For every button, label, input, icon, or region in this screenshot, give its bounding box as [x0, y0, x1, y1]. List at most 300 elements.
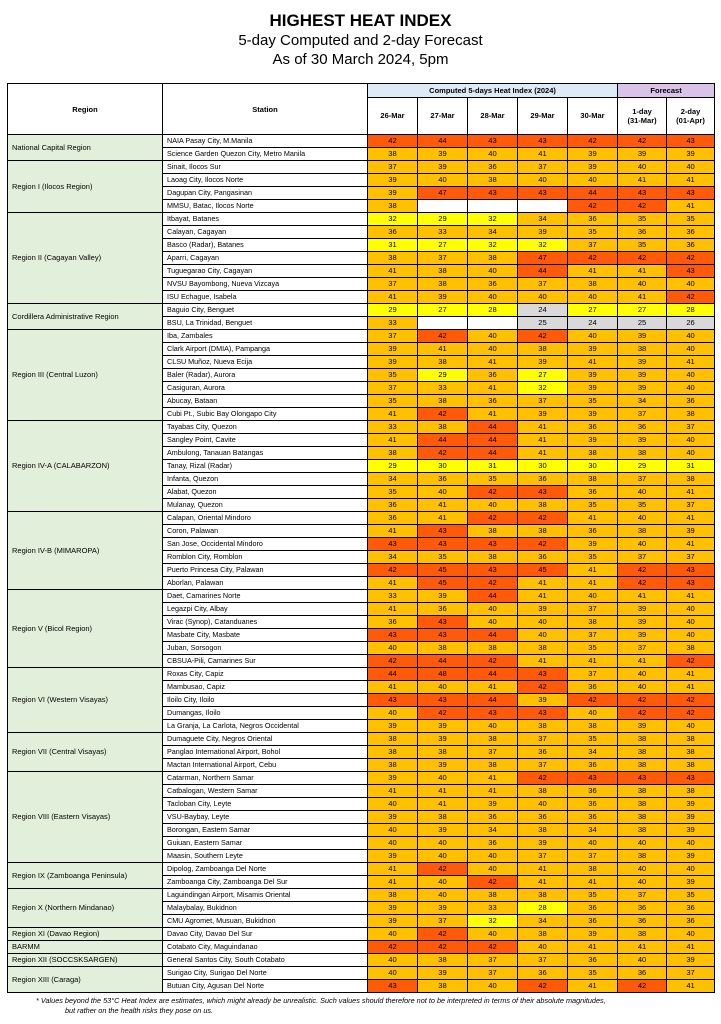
- forecast-heat-index-cell: 36: [667, 915, 715, 928]
- computed-heat-index-cell: 36: [518, 473, 568, 486]
- computed-heat-index-cell: 40: [468, 863, 518, 876]
- station-name: Roxas City, Capiz: [163, 668, 368, 681]
- station-name: Basco (Radar), Batanes: [163, 239, 368, 252]
- computed-heat-index-cell: 44: [418, 655, 468, 668]
- station-name: Tayabas City, Quezon: [163, 421, 368, 434]
- computed-heat-index-cell: 36: [468, 395, 518, 408]
- station-name: Itbayat, Batanes: [163, 213, 368, 226]
- computed-heat-index-cell: 37: [518, 161, 568, 174]
- computed-heat-index-cell: 38: [418, 278, 468, 291]
- forecast-heat-index-cell: 37: [618, 408, 667, 421]
- computed-heat-index-cell: 39: [518, 694, 568, 707]
- computed-heat-index-cell: 40: [568, 590, 618, 603]
- forecast-heat-index-cell: 36: [618, 902, 667, 915]
- computed-heat-index-cell: 43: [468, 187, 518, 200]
- station-name: Masbate City, Masbate: [163, 629, 368, 642]
- computed-heat-index-cell: 38: [518, 720, 568, 733]
- computed-heat-index-cell: 39: [518, 356, 568, 369]
- forecast-heat-index-cell: 29: [618, 460, 667, 473]
- computed-heat-index-cell: 34: [468, 824, 518, 837]
- computed-heat-index-cell: 41: [518, 577, 568, 590]
- computed-heat-index-cell: 42: [368, 941, 418, 954]
- computed-heat-index-cell: 35: [568, 499, 618, 512]
- forecast-heat-index-cell: 39: [618, 629, 667, 642]
- station-name: Sangley Point, Cavite: [163, 434, 368, 447]
- forecast-heat-index-cell: 43: [618, 187, 667, 200]
- computed-heat-index-cell: 48: [418, 668, 468, 681]
- computed-heat-index-cell: 41: [418, 343, 468, 356]
- computed-heat-index-cell: 41: [368, 265, 418, 278]
- computed-heat-index-cell: 38: [568, 616, 618, 629]
- computed-heat-index-cell: 39: [418, 720, 468, 733]
- computed-heat-index-cell: 42: [368, 655, 418, 668]
- region-name: Region XIII (Caraga): [8, 967, 163, 993]
- computed-heat-index-cell: 36: [368, 616, 418, 629]
- computed-heat-index-cell: 39: [368, 187, 418, 200]
- computed-heat-index-cell: 37: [568, 239, 618, 252]
- computed-heat-index-cell: 29: [368, 304, 418, 317]
- column-header-station: Station: [163, 84, 368, 135]
- computed-heat-index-cell: 42: [568, 252, 618, 265]
- computed-heat-index-cell: 36: [418, 603, 468, 616]
- station-name: Alabat, Quezon: [163, 486, 368, 499]
- forecast-heat-index-cell: 31: [667, 460, 715, 473]
- computed-heat-index-cell: 40: [568, 174, 618, 187]
- forecast-heat-index-cell: 37: [618, 889, 667, 902]
- forecast-heat-index-cell: 43: [667, 187, 715, 200]
- station-name: Dipolog, Zamboanga Del Norte: [163, 863, 368, 876]
- computed-heat-index-cell: 42: [518, 980, 568, 993]
- computed-heat-index-cell: 39: [568, 538, 618, 551]
- computed-heat-index-cell: 41: [568, 577, 618, 590]
- forecast-heat-index-cell: 35: [667, 213, 715, 226]
- forecast-heat-index-cell: 39: [667, 876, 715, 889]
- computed-heat-index-cell: 41: [368, 876, 418, 889]
- forecast-heat-index-cell: 39: [667, 850, 715, 863]
- forecast-heat-index-cell: 25: [618, 317, 667, 330]
- computed-heat-index-cell: 36: [568, 681, 618, 694]
- forecast-heat-index-cell: 37: [667, 499, 715, 512]
- computed-heat-index-cell: 33: [468, 902, 518, 915]
- computed-heat-index-cell: 44: [568, 187, 618, 200]
- table-row: [8, 304, 715, 317]
- column-header-date: 27-Mar: [418, 97, 468, 134]
- station-name: Puerto Princesa City, Palawan: [163, 564, 368, 577]
- computed-heat-index-cell: 33: [418, 226, 468, 239]
- forecast-heat-index-cell: 40: [667, 278, 715, 291]
- computed-heat-index-cell: 38: [468, 759, 518, 772]
- forecast-heat-index-cell: 40: [618, 161, 667, 174]
- forecast-heat-index-cell: 39: [618, 369, 667, 382]
- region-name: Region VI (Western Visayas): [8, 668, 163, 733]
- computed-heat-index-cell: 42: [418, 863, 468, 876]
- forecast-heat-index-cell: 40: [667, 837, 715, 850]
- forecast-heat-index-cell: 38: [618, 785, 667, 798]
- station-name: Aparri, Cagayan: [163, 252, 368, 265]
- forecast-heat-index-cell: 42: [618, 564, 667, 577]
- computed-heat-index-cell: 38: [468, 252, 518, 265]
- page-subtitle: 5-day Computed and 2-day Forecast: [238, 32, 483, 49]
- computed-heat-index-cell: 41: [468, 681, 518, 694]
- computed-heat-index-cell: 28: [518, 902, 568, 915]
- computed-heat-index-cell: 41: [368, 603, 418, 616]
- table-row: [8, 941, 715, 954]
- computed-heat-index-cell: 36: [468, 811, 518, 824]
- computed-heat-index-cell: 41: [518, 863, 568, 876]
- computed-heat-index-cell: 41: [568, 564, 618, 577]
- computed-heat-index-cell: 33: [368, 421, 418, 434]
- computed-heat-index-cell: 29: [418, 369, 468, 382]
- computed-heat-index-cell: 42: [468, 941, 518, 954]
- computed-heat-index-cell: 39: [368, 772, 418, 785]
- region-name: Region VIII (Eastern Visayas): [8, 772, 163, 863]
- computed-heat-index-cell: 44: [468, 694, 518, 707]
- computed-heat-index-cell: 36: [468, 278, 518, 291]
- computed-heat-index-cell: 41: [418, 499, 468, 512]
- computed-heat-index-cell: 36: [568, 954, 618, 967]
- computed-heat-index-cell: 41: [418, 512, 468, 525]
- forecast-heat-index-cell: 42: [618, 694, 667, 707]
- computed-heat-index-cell: 35: [368, 486, 418, 499]
- table-row: [8, 213, 715, 226]
- computed-heat-index-cell: 42: [468, 876, 518, 889]
- station-name: Dumangas, Iloilo: [163, 707, 368, 720]
- station-name: Maasin, Southern Leyte: [163, 850, 368, 863]
- computed-heat-index-cell: [518, 200, 568, 213]
- computed-heat-index-cell: [468, 317, 518, 330]
- forecast-heat-index-cell: 40: [667, 616, 715, 629]
- forecast-label: 1-day: [632, 106, 652, 116]
- computed-heat-index-cell: [468, 200, 518, 213]
- computed-heat-index-cell: 34: [568, 824, 618, 837]
- computed-heat-index-cell: 39: [418, 291, 468, 304]
- computed-heat-index-cell: 43: [518, 707, 568, 720]
- computed-heat-index-cell: 43: [468, 707, 518, 720]
- computed-heat-index-cell: 24: [568, 317, 618, 330]
- computed-heat-index-cell: 43: [468, 135, 518, 148]
- forecast-heat-index-cell: 38: [618, 811, 667, 824]
- forecast-heat-index-cell: 40: [618, 278, 667, 291]
- computed-heat-index-cell: 41: [518, 590, 568, 603]
- computed-heat-index-cell: 38: [468, 551, 518, 564]
- station-name: Virac (Synop), Catanduanes: [163, 616, 368, 629]
- forecast-heat-index-cell: 38: [667, 473, 715, 486]
- computed-heat-index-cell: 30: [568, 460, 618, 473]
- station-name: Romblon City, Romblon: [163, 551, 368, 564]
- computed-heat-index-cell: 40: [418, 174, 468, 187]
- forecast-heat-index-cell: 38: [667, 642, 715, 655]
- forecast-heat-index-cell: 41: [618, 941, 667, 954]
- column-header-date: 30-Mar: [568, 97, 618, 134]
- station-name: Daet, Camarines Norte: [163, 590, 368, 603]
- computed-heat-index-cell: 41: [418, 798, 468, 811]
- computed-heat-index-cell: 44: [418, 434, 468, 447]
- computed-heat-index-cell: 40: [518, 941, 568, 954]
- station-name: Legazpi City, Albay: [163, 603, 368, 616]
- station-name: General Santos City, South Cotabato: [163, 954, 368, 967]
- computed-heat-index-cell: 38: [468, 642, 518, 655]
- computed-heat-index-cell: 39: [568, 161, 618, 174]
- forecast-heat-index-cell: 38: [667, 408, 715, 421]
- computed-heat-index-cell: 32: [368, 213, 418, 226]
- computed-heat-index-cell: 43: [518, 668, 568, 681]
- station-name: Coron, Palawan: [163, 525, 368, 538]
- forecast-heat-index-cell: 38: [667, 733, 715, 746]
- computed-heat-index-cell: 35: [568, 967, 618, 980]
- computed-heat-index-cell: 41: [568, 980, 618, 993]
- forecast-date: (01-Apr): [676, 115, 705, 125]
- computed-heat-index-cell: 44: [468, 590, 518, 603]
- computed-heat-index-cell: 40: [468, 291, 518, 304]
- computed-heat-index-cell: 40: [468, 499, 518, 512]
- forecast-heat-index-cell: 38: [618, 759, 667, 772]
- forecast-heat-index-cell: 41: [618, 265, 667, 278]
- station-name: VSU-Baybay, Leyte: [163, 811, 368, 824]
- computed-heat-index-cell: 38: [418, 356, 468, 369]
- station-name: NVSU Bayombong, Nueva Vizcaya: [163, 278, 368, 291]
- forecast-heat-index-cell: 41: [618, 291, 667, 304]
- computed-heat-index-cell: 43: [418, 616, 468, 629]
- computed-heat-index-cell: 41: [468, 356, 518, 369]
- computed-heat-index-cell: 38: [518, 928, 568, 941]
- station-name: Laoag City, Ilocos Norte: [163, 174, 368, 187]
- computed-heat-index-cell: 35: [568, 642, 618, 655]
- forecast-heat-index-cell: 39: [618, 603, 667, 616]
- forecast-heat-index-cell: 36: [667, 226, 715, 239]
- computed-heat-index-cell: 38: [568, 863, 618, 876]
- region-name: BARMM: [8, 941, 163, 954]
- computed-heat-index-cell: 39: [418, 967, 468, 980]
- computed-heat-index-cell: 38: [368, 889, 418, 902]
- footnote-line: * Values beyond the 53°C Heat Index are estimates, which might already be unrealistic. Such values should therefore not to be interpreted in terms of their absolute magnitudes,: [36, 996, 606, 1005]
- computed-heat-index-cell: 42: [468, 577, 518, 590]
- computed-heat-index-cell: 38: [368, 746, 418, 759]
- forecast-heat-index-cell: 41: [667, 512, 715, 525]
- station-name: Butuan City, Agusan Del Norte: [163, 980, 368, 993]
- forecast-heat-index-cell: 40: [618, 668, 667, 681]
- computed-heat-index-cell: 39: [368, 850, 418, 863]
- computed-heat-index-cell: 27: [418, 239, 468, 252]
- column-header-date: 26-Mar: [368, 97, 418, 134]
- computed-heat-index-cell: 38: [368, 148, 418, 161]
- station-name: Calapan, Oriental Mindoro: [163, 512, 368, 525]
- computed-heat-index-cell: 39: [518, 603, 568, 616]
- forecast-heat-index-cell: 40: [667, 369, 715, 382]
- computed-heat-index-cell: 39: [368, 343, 418, 356]
- forecast-heat-index-cell: 37: [618, 473, 667, 486]
- forecast-heat-index-cell: 42: [618, 200, 667, 213]
- forecast-heat-index-cell: 40: [618, 512, 667, 525]
- forecast-heat-index-cell: 40: [618, 486, 667, 499]
- computed-heat-index-cell: 43: [368, 694, 418, 707]
- forecast-heat-index-cell: 38: [618, 447, 667, 460]
- computed-heat-index-cell: 33: [368, 317, 418, 330]
- computed-heat-index-cell: 34: [518, 213, 568, 226]
- computed-heat-index-cell: 39: [518, 408, 568, 421]
- computed-heat-index-cell: 39: [568, 148, 618, 161]
- forecast-heat-index-cell: 39: [667, 954, 715, 967]
- region-name: Region IV-A (CALABARZON): [8, 421, 163, 512]
- computed-heat-index-cell: 43: [468, 564, 518, 577]
- computed-heat-index-cell: 38: [418, 395, 468, 408]
- forecast-heat-index-cell: 38: [618, 824, 667, 837]
- computed-heat-index-cell: 41: [568, 265, 618, 278]
- computed-heat-index-cell: 43: [518, 486, 568, 499]
- computed-heat-index-cell: 40: [468, 265, 518, 278]
- forecast-heat-index-cell: 26: [667, 317, 715, 330]
- computed-heat-index-cell: 37: [368, 161, 418, 174]
- station-name: Guiuan, Eastern Samar: [163, 837, 368, 850]
- computed-heat-index-cell: 38: [568, 278, 618, 291]
- computed-heat-index-cell: 43: [468, 538, 518, 551]
- computed-heat-index-cell: 39: [568, 369, 618, 382]
- computed-heat-index-cell: 44: [468, 421, 518, 434]
- computed-heat-index-cell: 44: [468, 434, 518, 447]
- computed-heat-index-cell: 39: [418, 148, 468, 161]
- forecast-heat-index-cell: 43: [667, 577, 715, 590]
- computed-heat-index-cell: 43: [418, 694, 468, 707]
- station-name: Ambulong, Tanauan Batangas: [163, 447, 368, 460]
- computed-heat-index-cell: 44: [468, 447, 518, 460]
- table-row: [8, 512, 715, 525]
- computed-heat-index-cell: 38: [568, 473, 618, 486]
- station-name: Baguio City, Benguet: [163, 304, 368, 317]
- column-header-date: 28-Mar: [468, 97, 518, 134]
- forecast-heat-index-cell: 39: [618, 382, 667, 395]
- computed-heat-index-cell: 38: [418, 954, 468, 967]
- computed-heat-index-cell: 37: [468, 954, 518, 967]
- computed-heat-index-cell: 39: [518, 837, 568, 850]
- computed-heat-index-cell: 42: [418, 408, 468, 421]
- station-name: Dumaguete City, Negros Oriental: [163, 733, 368, 746]
- station-name: Tuguegarao City, Cagayan: [163, 265, 368, 278]
- computed-heat-index-cell: 32: [468, 915, 518, 928]
- computed-heat-index-cell: 37: [518, 759, 568, 772]
- computed-heat-index-cell: 36: [568, 785, 618, 798]
- forecast-heat-index-cell: 42: [618, 707, 667, 720]
- computed-heat-index-cell: 39: [518, 226, 568, 239]
- computed-heat-index-cell: 41: [418, 785, 468, 798]
- computed-heat-index-cell: 35: [568, 551, 618, 564]
- computed-heat-index-cell: 39: [368, 915, 418, 928]
- computed-heat-index-cell: 42: [468, 486, 518, 499]
- region-name: Region VII (Central Visayas): [8, 733, 163, 772]
- forecast-heat-index-cell: 43: [667, 135, 715, 148]
- computed-heat-index-cell: 41: [368, 863, 418, 876]
- computed-heat-index-cell: 38: [518, 343, 568, 356]
- computed-heat-index-cell: 39: [418, 759, 468, 772]
- computed-heat-index-cell: 42: [418, 330, 468, 343]
- forecast-label: 2-day: [680, 106, 701, 116]
- computed-heat-index-cell: 37: [368, 382, 418, 395]
- computed-heat-index-cell: 38: [418, 642, 468, 655]
- forecast-heat-index-cell: 40: [667, 434, 715, 447]
- table-row: [8, 889, 715, 902]
- column-header-forecast-2day: [667, 97, 715, 134]
- computed-heat-index-cell: 44: [418, 135, 468, 148]
- forecast-heat-index-cell: 40: [618, 681, 667, 694]
- computed-heat-index-cell: 36: [518, 967, 568, 980]
- as-of-date: As of 30 March 2024, 5pm: [272, 51, 449, 68]
- computed-heat-index-cell: 36: [568, 213, 618, 226]
- station-name: San Jose, Occidental Mindoro: [163, 538, 368, 551]
- computed-heat-index-cell: 36: [368, 512, 418, 525]
- station-name: Juban, Sorsogon: [163, 642, 368, 655]
- computed-heat-index-cell: 36: [568, 798, 618, 811]
- computed-heat-index-cell: 42: [418, 928, 468, 941]
- computed-heat-index-cell: 37: [368, 330, 418, 343]
- computed-heat-index-cell: 34: [468, 226, 518, 239]
- computed-heat-index-cell: 41: [468, 382, 518, 395]
- forecast-heat-index-cell: 43: [667, 564, 715, 577]
- computed-heat-index-cell: 34: [368, 473, 418, 486]
- region-name: Region XI (Davao Region): [8, 928, 163, 941]
- region-name: Region I (Ilocos Region): [8, 161, 163, 213]
- computed-heat-index-cell: 36: [568, 486, 618, 499]
- station-name: Mactan International Airport, Cebu: [163, 759, 368, 772]
- forecast-heat-index-cell: 36: [618, 421, 667, 434]
- computed-heat-index-cell: 38: [568, 720, 618, 733]
- computed-heat-index-cell: 35: [468, 473, 518, 486]
- computed-heat-index-cell: 42: [418, 447, 468, 460]
- computed-heat-index-cell: 42: [568, 135, 618, 148]
- computed-heat-index-cell: 39: [368, 720, 418, 733]
- forecast-heat-index-cell: 40: [667, 447, 715, 460]
- computed-heat-index-cell: 42: [368, 135, 418, 148]
- computed-heat-index-cell: 44: [368, 668, 418, 681]
- computed-heat-index-cell: 39: [418, 824, 468, 837]
- region-name: Region II (Cagayan Valley): [8, 213, 163, 304]
- computed-heat-index-cell: 36: [568, 421, 618, 434]
- computed-heat-index-cell: 36: [468, 161, 518, 174]
- computed-heat-index-cell: 39: [368, 902, 418, 915]
- computed-heat-index-cell: 37: [418, 915, 468, 928]
- forecast-heat-index-cell: 42: [667, 252, 715, 265]
- computed-heat-index-cell: 41: [368, 525, 418, 538]
- computed-heat-index-cell: 25: [518, 317, 568, 330]
- computed-heat-index-cell: 40: [418, 486, 468, 499]
- station-name: Iloilo City, Iloilo: [163, 694, 368, 707]
- forecast-heat-index-cell: 40: [618, 538, 667, 551]
- computed-heat-index-cell: 43: [368, 980, 418, 993]
- forecast-heat-index-cell: 36: [618, 226, 667, 239]
- table-row: [8, 135, 715, 148]
- computed-heat-index-cell: 41: [568, 655, 618, 668]
- forecast-heat-index-cell: 39: [667, 525, 715, 538]
- computed-heat-index-cell: 44: [468, 629, 518, 642]
- computed-heat-index-cell: 31: [468, 460, 518, 473]
- station-name: Clark Airport (DMIA), Pampanga: [163, 343, 368, 356]
- computed-heat-index-cell: 45: [418, 577, 468, 590]
- computed-heat-index-cell: 40: [418, 772, 468, 785]
- computed-heat-index-cell: 40: [568, 291, 618, 304]
- computed-heat-index-cell: 43: [518, 135, 568, 148]
- computed-heat-index-cell: 27: [518, 369, 568, 382]
- forecast-heat-index-cell: 39: [667, 824, 715, 837]
- computed-heat-index-cell: 36: [518, 551, 568, 564]
- station-name: Panglao International Airport, Bohol: [163, 746, 368, 759]
- forecast-heat-index-cell: 41: [667, 538, 715, 551]
- forecast-heat-index-cell: 38: [618, 343, 667, 356]
- forecast-heat-index-cell: 41: [667, 356, 715, 369]
- forecast-heat-index-cell: 39: [618, 330, 667, 343]
- station-name: NAIA Pasay City, M.Manila: [163, 135, 368, 148]
- station-name: Mulanay, Quezon: [163, 499, 368, 512]
- computed-heat-index-cell: 41: [568, 512, 618, 525]
- computed-heat-index-cell: 38: [568, 447, 618, 460]
- forecast-heat-index-cell: 36: [667, 902, 715, 915]
- computed-heat-index-cell: 42: [468, 512, 518, 525]
